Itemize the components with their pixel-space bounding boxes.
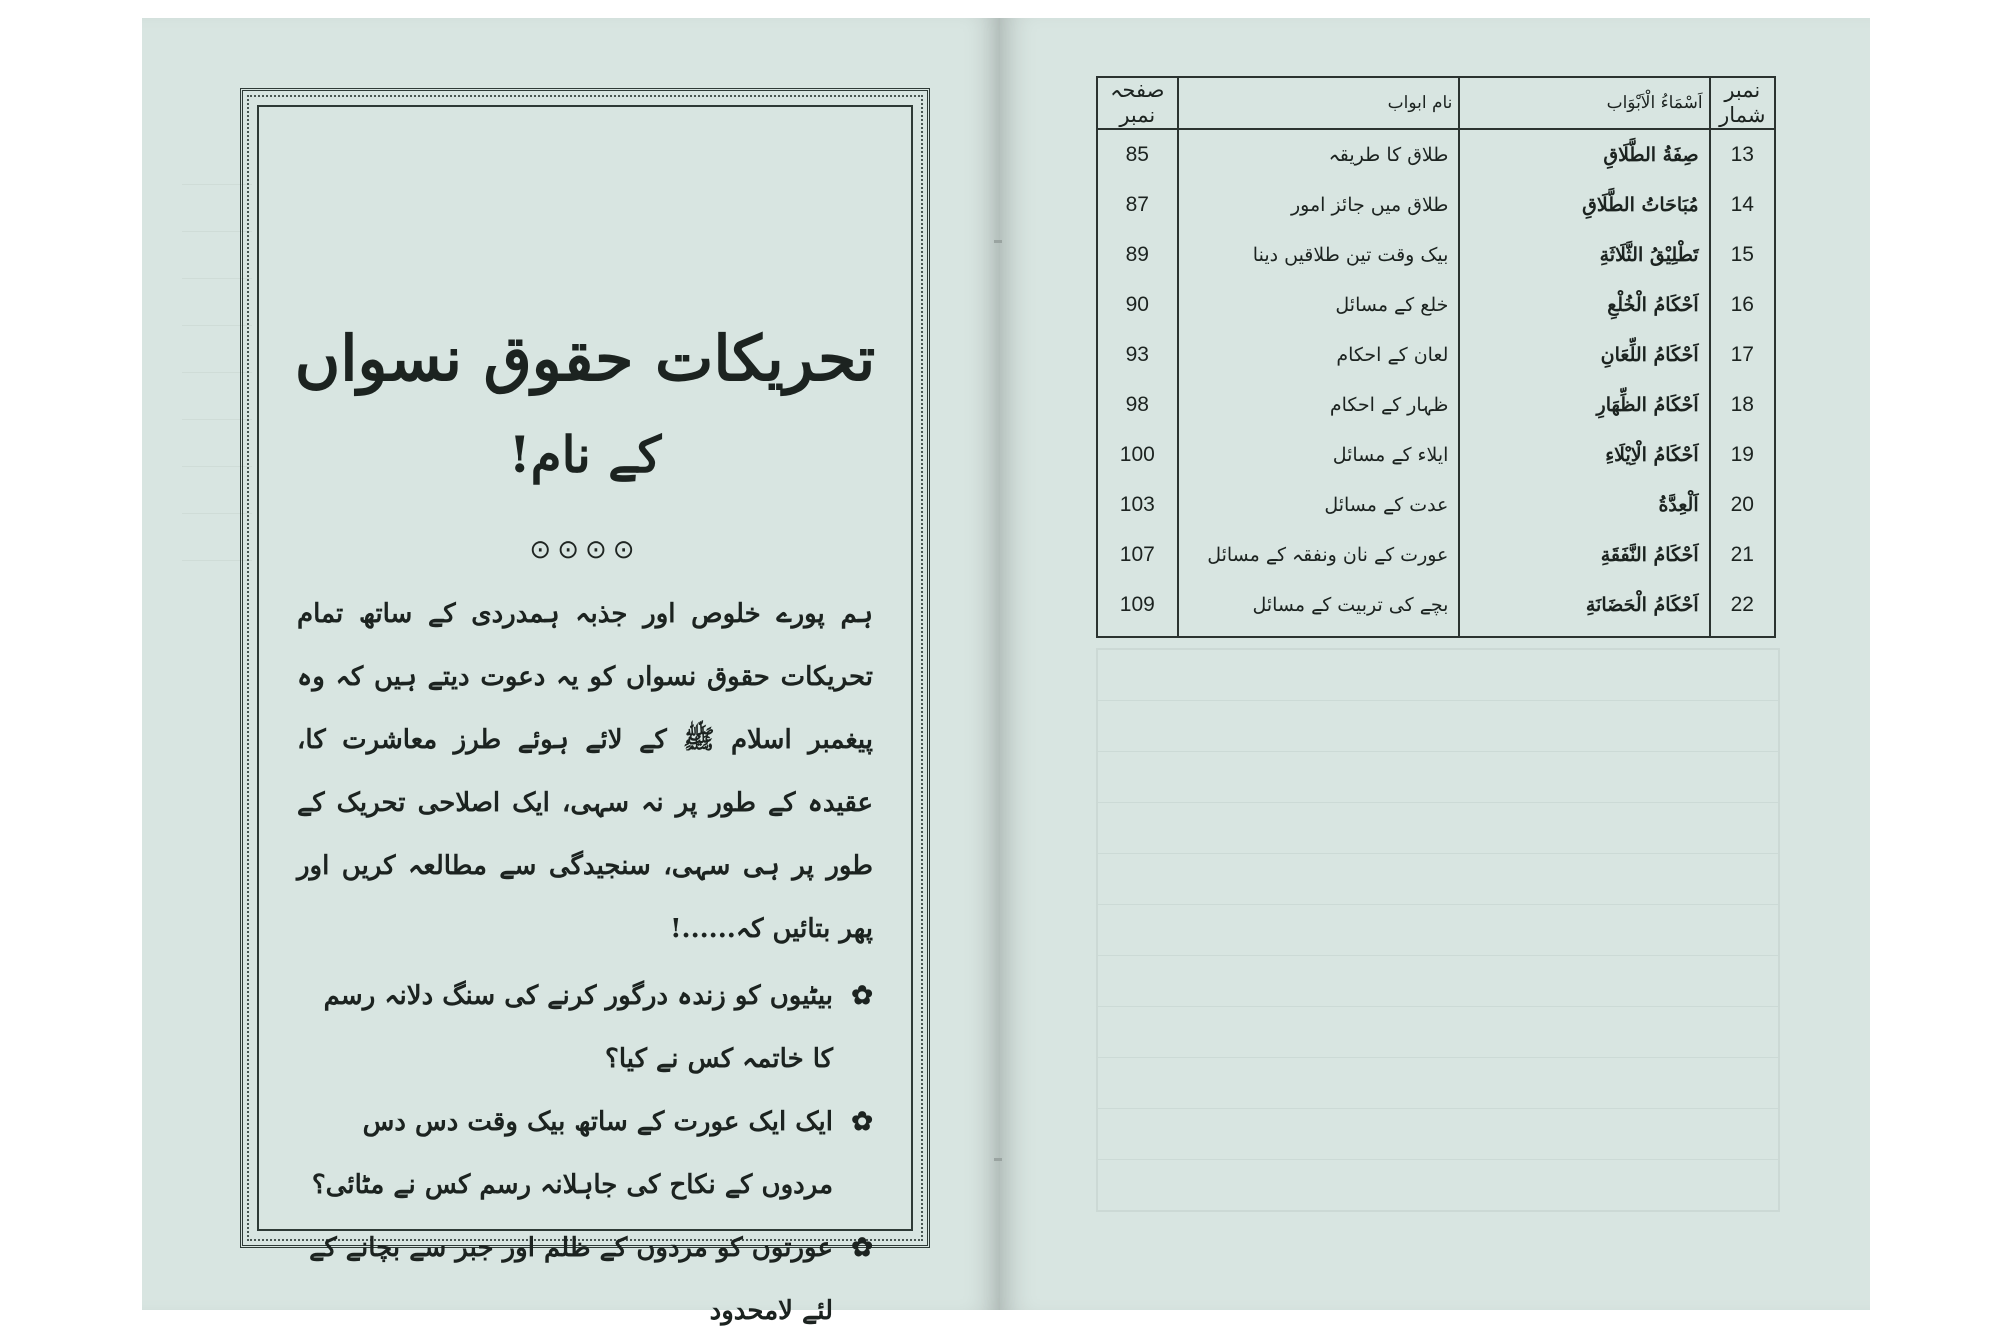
table-row (1097, 580, 1775, 637)
row-serial: 18 (1710, 380, 1775, 430)
row-urdu-title: ظہار کے احکام (1178, 380, 1460, 430)
list-item (297, 1091, 873, 1217)
row-serial: 22 (1710, 580, 1775, 637)
dedication-paragraph: ہم پورے خلوص اور جذبہ ہمدردی کے ساتھ تمام تحریکات حقوق نسواں کو یہ دعوت دیتے ہیں کہ وہ پیغمبر اسلام ﷺ کے لائے ہوئے طرز معاشرت کا، عقیدہ کے طور پر نہ سہی، ایک اصلاحی تحریک کے طور پر ہی سہی، سنجیدگی سے مطالعہ کریں اور پھر بتائیں کہ......! (297, 599, 873, 944)
row-page: 93 (1097, 330, 1178, 380)
row-page: 100 (1097, 430, 1178, 480)
row-page: 103 (1097, 480, 1178, 530)
row-urdu-title: لعان کے احکام (1178, 330, 1460, 380)
list-item-text: ایک ایک عورت کے ساتھ بیک وقت دس دس مردوں کے نکاح کی جاہلانہ رسم کس نے مٹائی؟ (311, 1107, 833, 1200)
list-item-text: عورتوں کو مردوں کے ظلم اور جبر سے بچانے کے لئے لامحدود (309, 1233, 833, 1326)
row-urdu-title: بچے کی تربیت کے مسائل (1178, 580, 1460, 637)
question-list (287, 965, 883, 1343)
table-row (1097, 530, 1775, 580)
flower-icon: ✿ (851, 981, 873, 1011)
row-arabic-title: اَحْكَامُ الْحَضَانَةِ (1459, 580, 1709, 637)
row-serial: 21 (1710, 530, 1775, 580)
table-row (1097, 180, 1775, 230)
row-urdu-title: بیک وقت تین طلاقیں دینا (1178, 230, 1460, 280)
list-item (297, 965, 873, 1091)
table-row (1097, 129, 1775, 180)
row-serial: 19 (1710, 430, 1775, 480)
table-of-contents (1096, 76, 1776, 638)
row-serial: 20 (1710, 480, 1775, 530)
table-row (1097, 430, 1775, 480)
row-page: 90 (1097, 280, 1178, 330)
table-row (1097, 480, 1775, 530)
staple-mark (994, 240, 1002, 243)
row-arabic-title: اَحْكَامُ اللِّعَانِ (1459, 330, 1709, 380)
open-booklet (142, 18, 1870, 1326)
table-row (1097, 380, 1775, 430)
row-serial: 16 (1710, 280, 1775, 330)
row-arabic-title: اَحْكَامُ الْخُلْعِ (1459, 280, 1709, 330)
list-item (297, 1217, 873, 1343)
page-title: تحریکات حقوق نسواں (294, 322, 876, 395)
row-page: 89 (1097, 230, 1178, 280)
list-item-text: بیٹیوں کو زندہ درگور کرنے کی سنگ دلانہ رسم کا خاتمہ کس نے کیا؟ (323, 981, 833, 1074)
table-row (1097, 330, 1775, 380)
row-serial: 14 (1710, 180, 1775, 230)
page-subtitle: کے نام! (508, 425, 662, 484)
row-page: 109 (1097, 580, 1178, 637)
show-through-table (1096, 648, 1780, 1212)
table-row (1097, 230, 1775, 280)
header-serial: نمبر شمار (1710, 77, 1775, 129)
row-page: 87 (1097, 180, 1178, 230)
row-urdu-title: طلاق کا طریقہ (1178, 129, 1460, 180)
flower-icon: ✿ (851, 1107, 873, 1137)
header-arabic-titles: اَسْمَاءُ الْاَبْوَاب (1459, 77, 1709, 129)
row-arabic-title: تَطْلِيْقُ الثَّلَاثَةِ (1459, 230, 1709, 280)
row-arabic-title: اَحْكَامُ الْاِيْلَاءِ (1459, 430, 1709, 480)
dedication-content (287, 137, 883, 1326)
staple-mark (994, 1158, 1002, 1161)
ornament-circles: ⊙⊙⊙⊙ (529, 535, 641, 565)
table-row (1097, 280, 1775, 330)
header-page-number: صفحہ نمبر (1097, 77, 1178, 129)
row-urdu-title: عدت کے مسائل (1178, 480, 1460, 530)
row-urdu-title: طلاق میں جائز امور (1178, 180, 1460, 230)
row-arabic-title: مُبَاحَاتُ الطَّلَاقِ (1459, 180, 1709, 230)
header-urdu-titles: نام ابواب (1178, 77, 1460, 129)
right-page (1000, 18, 1870, 1310)
row-urdu-title: عورت کے نان ونفقہ کے مسائل (1178, 530, 1460, 580)
row-page: 98 (1097, 380, 1178, 430)
flower-icon: ✿ (851, 1233, 873, 1263)
row-page: 85 (1097, 129, 1178, 180)
row-arabic-title: اَلْعِدَّةُ (1459, 480, 1709, 530)
row-arabic-title: اَحْكَامُ النَّفَقَةِ (1459, 530, 1709, 580)
row-serial: 13 (1710, 129, 1775, 180)
row-arabic-title: صِفَةُ الطَّلَاقِ (1459, 129, 1709, 180)
row-page: 107 (1097, 530, 1178, 580)
row-urdu-title: خلع کے مسائل (1178, 280, 1460, 330)
inner-border (257, 105, 913, 1326)
left-page (142, 18, 1000, 1326)
row-arabic-title: اَحْكَامُ الظِّهَارِ (1459, 380, 1709, 430)
row-urdu-title: ایلاء کے مسائل (1178, 430, 1460, 480)
row-serial: 15 (1710, 230, 1775, 280)
table-header-row (1097, 77, 1775, 129)
row-serial: 17 (1710, 330, 1775, 380)
decorative-border (240, 88, 930, 1326)
